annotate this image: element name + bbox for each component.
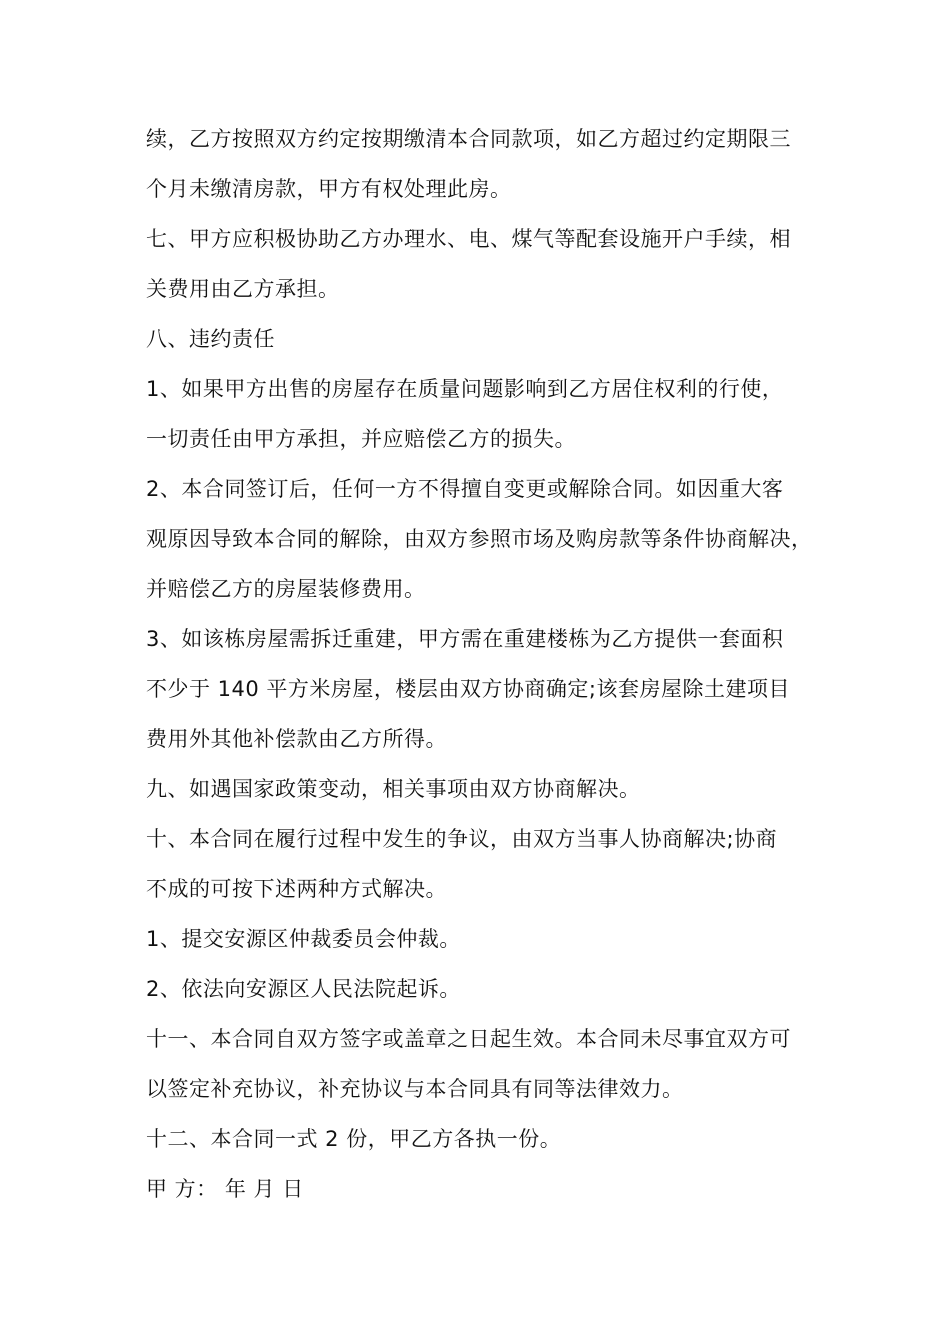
text-line: 以签定补充协议，补充协议与本合同具有同等法律效力。 [146, 1077, 684, 1101]
text-line: 3、如该栋房屋需拆迁重建，甲方需在重建楼栋为乙方提供一套面积 [146, 627, 784, 651]
text-line: 观原因导致本合同的解除，由双方参照市场及购房款等条件协商解决， [146, 527, 813, 551]
text-line: 不少于 140 平方米房屋，楼层由双方协商确定;该套房屋除土建项目 [146, 677, 791, 701]
text-line: 1、提交安源区仲裁委员会仲裁。 [146, 927, 461, 951]
text-line: 十二、本合同一式 2 份，甲乙方各执一份。 [146, 1127, 562, 1151]
text-line: 十一、本合同自双方签字或盖章之日起生效。本合同未尽事宜双方可 [146, 1027, 791, 1051]
text-line: 关费用由乙方承担。 [146, 277, 340, 301]
signature-line: 甲 方： 年 月 日 [146, 1177, 304, 1201]
text-line: 个月未缴清房款，甲方有权处理此房。 [146, 177, 512, 201]
text-line: 九、如遇国家政策变动，相关事项由双方协商解决。 [146, 777, 641, 801]
text-line: 费用外其他补偿款由乙方所得。 [146, 727, 447, 751]
document-body [146, 114, 836, 1214]
text-line: 2、依法向安源区人民法院起诉。 [146, 977, 461, 1001]
text-line: 十、本合同在履行过程中发生的争议，由双方当事人协商解决;协商 [146, 827, 778, 851]
text-line: 并赔偿乙方的房屋装修费用。 [146, 577, 426, 601]
text-line: 续，乙方按照双方约定按期缴清本合同款项，如乙方超过约定期限三 [146, 127, 791, 151]
section-heading: 八、违约责任 [146, 327, 275, 351]
text-line: 七、甲方应积极协助乙方办理水、电、煤气等配套设施开户手续，相 [146, 227, 791, 251]
text-line: 2、本合同签订后，任何一方不得擅自变更或解除合同。如因重大客 [146, 477, 784, 501]
text-line: 不成的可按下述两种方式解决。 [146, 877, 447, 901]
text-line: 1、如果甲方出售的房屋存在质量问题影响到乙方居住权利的行使， [146, 377, 784, 401]
text-line: 一切责任由甲方承担，并应赔偿乙方的损失。 [146, 427, 576, 451]
